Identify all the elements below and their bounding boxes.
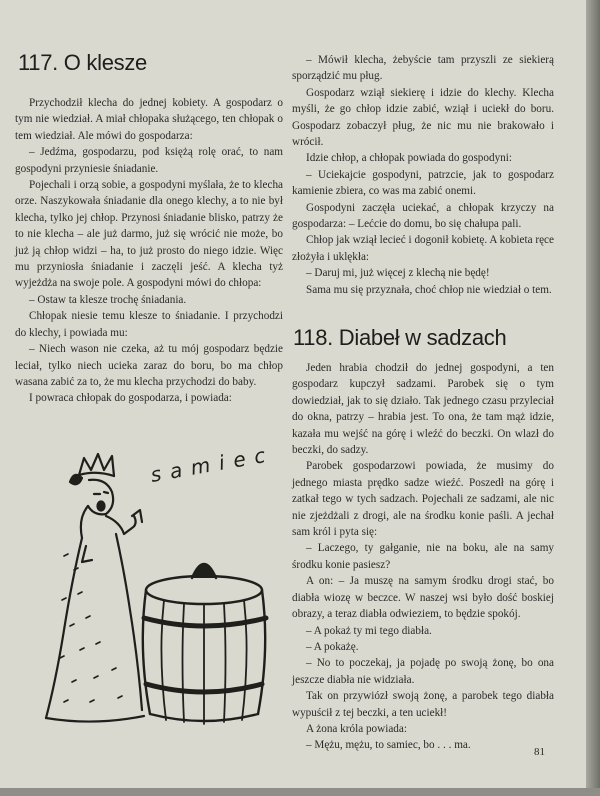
paragraph: Jeden hrabia chodził do jednej gospodyni, a ten gospodarz kupczył sadzami. Parobek się o tym dowiedział, jak to się działo. Tak jednego czasu przyleciał do okna, patrzy – hrabia jest. To ona, że tam mąż idzie, kazała mu wejść na górę i wleźć do beczki. On wlazł do beczki, do sadzy. (292, 362, 554, 457)
illustration-caption: samiec (148, 441, 276, 487)
paragraph: A żona króla powiada: (306, 722, 407, 735)
paragraph: I powraca chłopak do gospodarza, i powiada: (29, 392, 232, 405)
paragraph: – Laczego, ty gałganie, nie na boku, ale na samy środku konie pasiesz? (292, 542, 554, 571)
paragraph: – Mężu, mężu, to samiec, bo . . . ma. (306, 739, 471, 752)
illustration-queen-and-barrel (34, 430, 276, 730)
paragraph: – Uciekajcie gospodyni, patrzcie, jak to gospodarz kamienie zbiera, co was ma zabić onemi. (292, 168, 554, 198)
paragraph: – A pokażę. (306, 640, 359, 653)
queen-figure (46, 454, 144, 722)
paragraph: Sama mu się przyznała, choć chłop nie wiedział o tem. (306, 283, 552, 296)
barrel (143, 564, 266, 724)
paragraph: – Mówił klecha, żebyście tam przyszli ze siekierą sporządzić mu pług. (292, 54, 554, 83)
paragraph: A on: – Ja muszę na samym środku drogi stać, bo diabła wiozę w beczce. W naszej wsi było dość boskiej obrazy, a teraz diabła odwieziem, to będzie spokój. (292, 575, 554, 621)
paragraph: Parobek gospodarzowi powiada, że musimy do jednego miasta prędko sadze wieźć. Poszedł na górę i zatkał tego w tych sadzach. Pojechali ze sadzami, ale nic nie zjeżdżali z drogi, ale na środku konie paśli. A jechał sam król i pyta się: (292, 460, 554, 539)
page-spine-shadow (586, 0, 600, 796)
story-118-title: 118. Diabeł w sadzach (293, 325, 507, 350)
paragraph: Przychodził klecha do jednej kobiety. A gospodarz o tym nie wiedział. A miał chłopaka służącego, ten chłopak o tem wiedział. Ale mówi do gospodarza: (15, 97, 283, 142)
paragraph: Gospodarz wziął siekierę i idzie do klechy. Klecha myśli, że go chłop idzie zabić, wziął i uciekł do boru. Gospodarz zobaczył pług, że nic mu nie brakowało i wrócił. (292, 86, 554, 149)
story-117-right-column (292, 52, 554, 298)
paragraph: – Daruj mi, już więcej z klechą nie będę! (306, 267, 490, 280)
paragraph: Gospodyni zaczęła uciekać, a chłopak krzyczy na gospodarza: – Lećcie do domu, bo się chałupa pali. (292, 201, 554, 231)
paragraph: – Jedźma, gospodarzu, pod księżą rolę orać, to nam gospodyni przyniesie śniadanie. (15, 146, 283, 175)
paragraph: – A pokaż ty mi tego diabła. (306, 624, 432, 637)
page-number: 81 (534, 746, 545, 758)
story-117-left-column (15, 95, 283, 407)
page-bottom-edge (0, 788, 600, 796)
paragraph: Idzie chłop, a chłopak powiada do gospodyni: (306, 152, 512, 165)
story-118-column (292, 360, 554, 754)
paragraph: – Ostaw ta klesze trochę śniadania. (29, 293, 187, 306)
story-117-title: 117. O klesze (18, 50, 147, 75)
paragraph: – No to poczekaj, ja pojadę po swoją żonę, bo ona jeszcze diabła nie widziała. (292, 657, 554, 686)
paragraph: – Niech wason nie czeka, aż tu mój gospodarz będzie leciał, tylko niech ucieka zaraz do boru, bo ma chłop wasana zabić za to, że mu klecha przychodzi do baby. (15, 343, 283, 388)
paragraph: Chłop jak wziął lecieć i dogonił kobietę. A kobieta ręce złożyła i uklękła: (292, 234, 554, 263)
paragraph: Pojechali i orzą sobie, a gospodyni myślała, że to klecha orze. Naszykowała śniadanie dla onego klechy, a to nie był klecha, tylko jej chłop. Przynosi śniadanie blisko, patrzy że to nie klecha – ale już darmo, już się wrócić nie może, bo już ją chłop widzi – ha, to już prosto do niego idzie. Więc mu przyniosła śniadanie i zaczęli jeść. A klecha tyż wyjeżdża na swoje pole. A gospodyni mówi do chłopa: (15, 179, 283, 290)
paragraph: Chłopak niesie temu klesze to śniadanie. I przychodzi do klechy, i powiada mu: (15, 310, 283, 339)
paragraph: Tak on przywiózł swoją żonę, a parobek tego diabła wypuścił z tej beczki, a ten uciekł! (292, 690, 554, 719)
